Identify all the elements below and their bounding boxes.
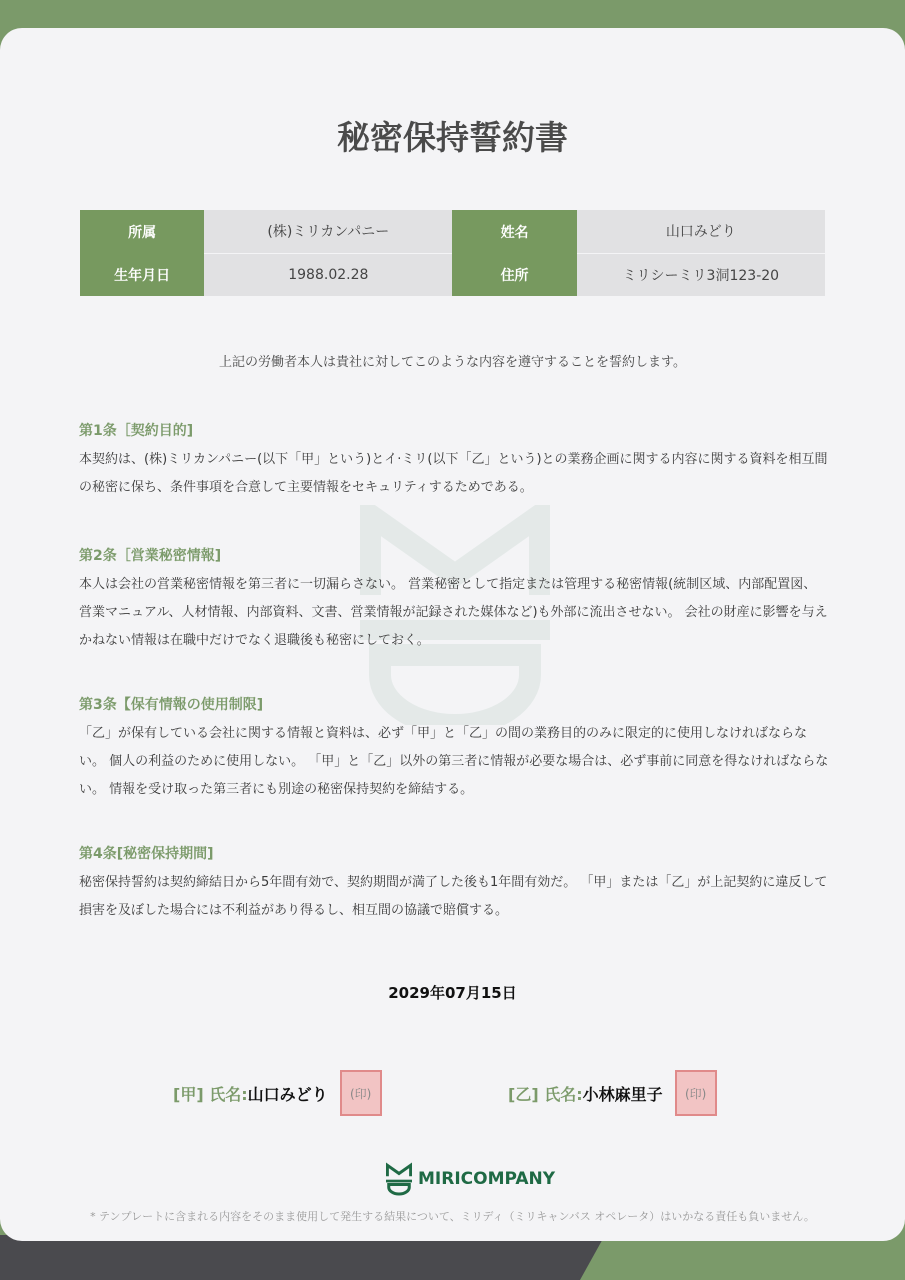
logo-icon [386, 1162, 412, 1196]
page-title: 秘密保持誓約書 [337, 118, 568, 157]
affiliation-label: 所属 [80, 210, 204, 253]
seal-text: (印) [349, 1086, 372, 1101]
birth-value: 1988.02.28 [204, 253, 452, 296]
address-label: 住所 [452, 253, 576, 296]
info-table [80, 210, 825, 297]
logo-text: MIRICOMPANY [418, 1169, 556, 1189]
article-heading: 第2条［営業秘密情報] [79, 548, 222, 564]
address-value: ミリシーミリ3洞123-20 [577, 253, 825, 296]
signature-label: [乙] 氏名: [508, 1084, 583, 1104]
signature-name: 山口みどり [247, 1084, 328, 1104]
article-body: 秘密保持誓約は契約締結日から5年間有効で、契約期間が満了した後も1年間有効だ。 「甲」または「乙」が上記契約に違反して損害を及ぼした場合には不利益があり得るし、相互間の協議で賠償する。 [79, 875, 828, 918]
signature-party-b [508, 1070, 717, 1116]
name-value: 山口みどり [577, 210, 825, 253]
disclaimer: * テンプレートに含まれる内容をそのまま使用して発生する結果について、ミリディ（ミリキャンバス オペレータ）はいかなる責任も負いません。 [90, 1210, 815, 1223]
birth-label: 生年月日 [80, 253, 204, 296]
article-body: 本契約は、(株)ミリカンパニー(以下「甲」という)とイ·ミリ(以下「乙」という)との業務企画に関する内容に関する資料を相互間の秘密に保ち、条件事項を合意して主要情報をセキュリティするためである。 [79, 452, 828, 495]
signature-party-a [173, 1070, 382, 1116]
bottom-accent [580, 1235, 905, 1280]
company-logo [386, 1162, 555, 1196]
article-heading: 第3条【保有情報の使用制限] [79, 697, 264, 713]
name-label: 姓名 [452, 210, 576, 253]
article-body: 本人は会社の営業秘密情報を第三者に一切漏らさない。 営業秘密として指定または管理する秘密情報(統制区域、内部配置図、営業マニュアル、人材情報、内部資料、文書、営業情報が記録された媒体など)も外部に流出させない。 会社の財産に影響を与えかねない情報は在職中だけでなく退職後も秘密にしておく。 [79, 577, 828, 648]
intro-text: 上記の労働者本人は貴社に対してこのような内容を遵守することを誓約します。 [219, 355, 686, 370]
article-body: 「乙」が保有している会社に関する情報と資料は、必ず「甲」と「乙」の間の業務目的のみに限定的に使用しなければならない。 個人の利益のために使用しない。 「甲」と「乙」以外の第三者に情報が必要な場合は、必ず事前に同意を得なければならない。 情報を受け取った第三者にも別途の秘密保持契約を締結する。 [79, 726, 829, 797]
contract-date: 2029年07月15日 [388, 984, 517, 1002]
article-3 [79, 694, 829, 804]
affiliation-value: (株)ミリカンパニー [204, 210, 452, 253]
article-heading: 第1条［契約目的] [79, 423, 194, 439]
seal-text: (印) [684, 1086, 707, 1101]
article-heading: 第4条[秘密保持期間] [79, 846, 214, 862]
signature-name: 小林麻里子 [582, 1084, 663, 1104]
article-2 [79, 545, 829, 655]
seal-stamp-icon [675, 1070, 717, 1116]
article-1 [79, 420, 829, 502]
article-4 [79, 843, 829, 925]
seal-stamp-icon [340, 1070, 382, 1116]
signature-label: [甲] 氏名: [173, 1084, 248, 1104]
